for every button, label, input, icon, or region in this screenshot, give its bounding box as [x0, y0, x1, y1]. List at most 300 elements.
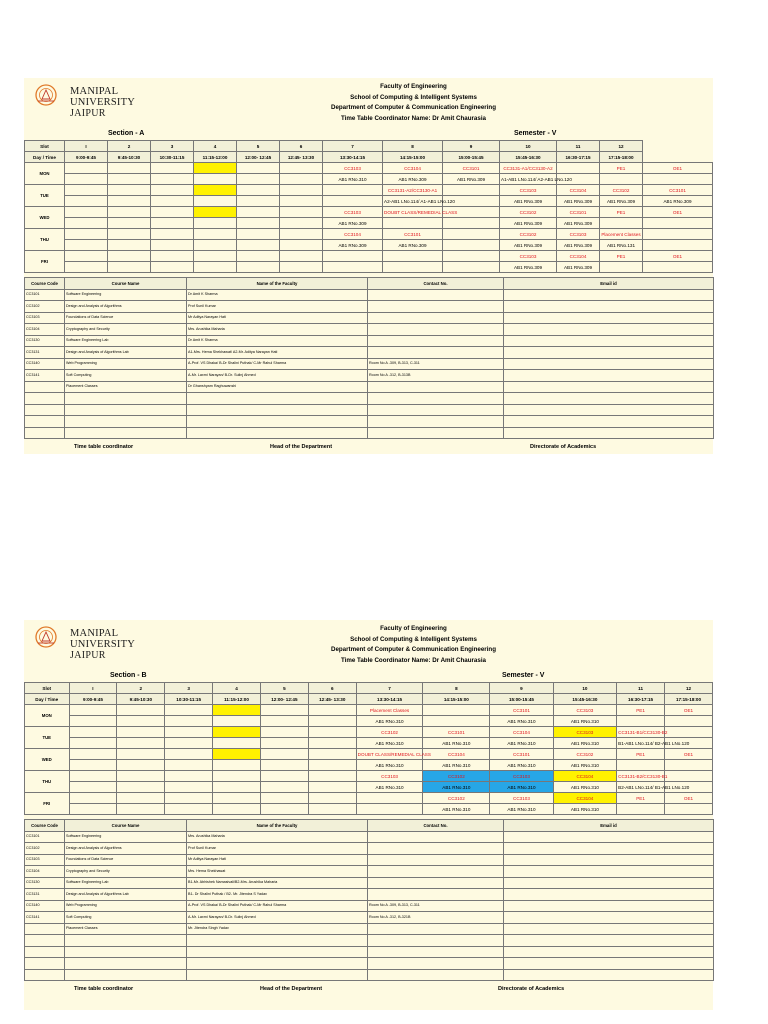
course-cell: A-Mr. Laxmi Narayan/ B-Dr. Sulinj Ahmed: [187, 912, 368, 924]
signature-label: Directorate of Academics: [530, 444, 597, 450]
schedule-cell: [665, 804, 713, 815]
course-cell: [25, 381, 65, 393]
course-cell: Design and Analysis of Algorithms Lab: [65, 347, 187, 359]
schedule-cell: AB1 RNo.310: [490, 782, 553, 793]
schedule-cell: [194, 262, 237, 273]
course-row: [25, 877, 714, 889]
time-slot: 9:45-10:30: [117, 694, 165, 705]
course-cell: [187, 416, 368, 428]
course-row: [25, 866, 714, 878]
schedule-cell: [308, 782, 356, 793]
schedule-cell: Placement Classes: [600, 229, 643, 240]
schedule-cell: [151, 218, 194, 229]
schedule-cell: [65, 229, 108, 240]
course-row: [25, 427, 714, 439]
schedule-cell: [260, 771, 308, 782]
schedule-cell: [108, 185, 151, 196]
schedule-cell: CC3102: [356, 727, 423, 738]
schedule-cell: [213, 771, 261, 782]
schedule-cell: [600, 262, 643, 273]
schedule-row: [25, 185, 713, 196]
schedule-cell: AB1 RNo.310: [553, 804, 616, 815]
schedule-cell: [213, 804, 261, 815]
schedule-cell: [165, 716, 213, 727]
schedule-row: [25, 218, 713, 229]
schedule-cell: [237, 262, 280, 273]
course-cell: [25, 393, 65, 405]
schedule-cell: [194, 218, 237, 229]
schedule-cell: CC3102: [500, 207, 557, 218]
schedule-cell: [69, 804, 117, 815]
schedule-cell: CC3104: [557, 251, 600, 262]
course-column-header: Name of the Faculty: [187, 820, 368, 832]
semester-label: Semester - V: [502, 672, 545, 679]
schedule-cell: [600, 218, 643, 229]
schedule-cell: OE1: [665, 749, 713, 760]
title-line: School of Computing & Intelligent Systems: [350, 93, 477, 101]
schedule-cell: [165, 804, 213, 815]
schedule-cell: [617, 716, 665, 727]
course-cell: CC3103: [25, 312, 65, 324]
schedule-cell: AB1 RNo.310: [553, 716, 616, 727]
schedule-row: [25, 207, 713, 218]
course-cell: [368, 416, 504, 428]
university-city: JAIPUR: [70, 108, 106, 119]
schedule-cell: AB1 RNo.309: [600, 196, 643, 207]
schedule-cell: [383, 251, 443, 262]
course-row: [25, 404, 714, 416]
schedule-cell: [65, 240, 108, 251]
schedule-row: [25, 240, 713, 251]
schedule-cell: [165, 760, 213, 771]
time-slot: 15:00-15:45: [490, 694, 553, 705]
schedule-cell: CC3104: [383, 163, 443, 174]
schedule-cell: [165, 727, 213, 738]
schedule-cell: AB1 RNo.309: [500, 218, 557, 229]
schedule-cell: CC3101: [383, 229, 443, 240]
schedule-cell: AB1 RNo.310: [356, 716, 423, 727]
schedule-cell: [600, 174, 643, 185]
course-column-header: Email id: [504, 278, 714, 290]
slot-row: [25, 683, 713, 694]
course-cell: [65, 958, 187, 970]
schedule-cell: [237, 174, 280, 185]
schedule-cell: AB1 RNo.309: [557, 262, 600, 273]
schedule-cell: [260, 782, 308, 793]
schedule-cell: AB1 RNo.309: [323, 218, 383, 229]
time-slot: 9:45-10:30: [108, 152, 151, 163]
schedule-cell: [308, 760, 356, 771]
university-name: MANIPAL UNIVERSITY: [70, 86, 135, 108]
schedule-cell: [260, 705, 308, 716]
schedule-cell: CC3102: [553, 749, 616, 760]
course-row: [25, 923, 714, 935]
schedule-cell: [69, 716, 117, 727]
course-cell: [504, 900, 714, 912]
schedule-cell: [69, 727, 117, 738]
course-cell: Software Engineering Lab: [65, 877, 187, 889]
course-cell: [368, 843, 504, 855]
schedule-cell: [117, 738, 165, 749]
course-cell: [504, 877, 714, 889]
time-slot: 13:30-14:15: [356, 694, 423, 705]
signature-row: [24, 981, 713, 997]
time-slot: 12:45- 13:30: [308, 694, 356, 705]
schedule-cell: AB1 RNo.309: [500, 262, 557, 273]
schedule-cell: CC3102: [423, 771, 490, 782]
schedule-cell: [308, 738, 356, 749]
schedule-cell: CC3103: [500, 251, 557, 262]
course-cell: [504, 912, 714, 924]
schedule-cell: [356, 804, 423, 815]
schedule-cell: CC3103: [500, 185, 557, 196]
schedule-cell: CC3101: [557, 207, 600, 218]
schedule-cell: [557, 163, 600, 174]
schedule-cell: [65, 251, 108, 262]
course-cell: Foundations of Data Science: [65, 312, 187, 324]
course-cell: [504, 335, 714, 347]
course-cell: Design and Analysis of Algorithms: [65, 843, 187, 855]
day-label: TUE: [25, 185, 65, 207]
course-cell: [368, 877, 504, 889]
course-cell: [504, 427, 714, 439]
slot-number: 6: [308, 683, 356, 694]
slot-number: 6: [280, 141, 323, 152]
schedule-cell: OE1: [665, 705, 713, 716]
schedule-row: [25, 749, 713, 760]
course-cell: CC3141: [25, 370, 65, 382]
slot-number: 5: [237, 141, 280, 152]
schedule-cell: [280, 240, 323, 251]
schedule-cell: CC3131-A1/CC3130-A2: [500, 163, 557, 174]
course-cell: [504, 347, 714, 359]
course-cell: CC3101: [25, 289, 65, 301]
slot-number: 7: [356, 683, 423, 694]
schedule-cell: AB1 RNo.309: [383, 240, 443, 251]
schedule-row: [25, 163, 713, 174]
course-cell: [504, 854, 714, 866]
schedule-cell: [69, 793, 117, 804]
course-cell: Soft Computing: [65, 912, 187, 924]
title-line: Department of Computer & Communication Engineering: [330, 646, 496, 653]
schedule-cell: B2-AB1 LNo.114/ B1-AB1 LNo.120: [617, 782, 665, 793]
course-cell: Software Engineering Lab: [65, 335, 187, 347]
schedule-cell: OE1: [643, 207, 713, 218]
course-cell: [368, 427, 504, 439]
course-row: [25, 335, 714, 347]
schedule-cell: CC3103: [323, 163, 383, 174]
schedule-cell: [213, 782, 261, 793]
course-cell: [504, 416, 714, 428]
schedule-cell: AB1 RNo.310: [553, 782, 616, 793]
time-slot: 13:30-14:15: [323, 152, 383, 163]
course-cell: [504, 831, 714, 843]
schedule-cell: PE1: [600, 251, 643, 262]
course-cell: Mrs. Arushika Maharia: [187, 831, 368, 843]
university-seal-icon: [33, 82, 59, 108]
schedule-cell: [443, 262, 500, 273]
slot-number: 4: [194, 141, 237, 152]
schedule-cell: CC3103: [323, 207, 383, 218]
course-cell: [65, 946, 187, 958]
course-cell: [368, 969, 504, 981]
schedule-cell: [280, 229, 323, 240]
course-column-header: Email id: [504, 820, 714, 832]
slot-number: 5: [260, 683, 308, 694]
schedule-row: [25, 229, 713, 240]
course-cell: A-Prof. VS Dhaka/ B-Dr Shalini Puthak/ C-Mr Rahul Sharma: [187, 900, 368, 912]
signature-label: Time table coordinator: [74, 986, 134, 992]
course-table: [24, 277, 714, 439]
schedule-cell: [643, 174, 713, 185]
schedule-cell: OE1: [665, 793, 713, 804]
course-row: [25, 854, 714, 866]
time-slot: 16:30-17:15: [557, 152, 600, 163]
schedule-cell: [117, 716, 165, 727]
signature-label: Head of the Department: [270, 444, 333, 450]
day-label: WED: [25, 749, 70, 771]
schedule-cell: AB1 RNo.309: [557, 218, 600, 229]
schedule-cell: [108, 251, 151, 262]
course-cell: [368, 393, 504, 405]
schedule-cell: [617, 760, 665, 771]
slot-number: 9: [443, 141, 500, 152]
time-slot: 12:00- 12:45: [237, 152, 280, 163]
schedule-cell: [117, 804, 165, 815]
schedule-cell: AB1 RNo.309: [643, 196, 713, 207]
schedule-cell: CC3103: [553, 727, 616, 738]
course-row: [25, 946, 714, 958]
schedule-cell: [117, 771, 165, 782]
course-cell: [25, 958, 65, 970]
time-slot: 15:45-16:30: [500, 152, 557, 163]
course-cell: [368, 889, 504, 901]
schedule-cell: CC3131-A2/CC3130-A1: [383, 185, 443, 196]
course-cell: Placement Classes: [65, 923, 187, 935]
schedule-cell: AB1 RNo.309: [557, 196, 600, 207]
course-cell: Foundations of Data Science: [65, 854, 187, 866]
course-row: [25, 831, 714, 843]
schedule-cell: AB1 RNo.309: [500, 196, 557, 207]
schedule-cell: [151, 251, 194, 262]
slot-number: 2: [117, 683, 165, 694]
schedule-cell: CC3103: [553, 705, 616, 716]
course-cell: Mr Aditya Narayan Hati: [187, 854, 368, 866]
schedule-cell: PE1: [600, 163, 643, 174]
course-cell: [504, 404, 714, 416]
course-cell: Room No A -309, B-313, C-311: [368, 358, 504, 370]
slot-number: 2: [108, 141, 151, 152]
course-column-header: Course Code: [25, 278, 65, 290]
schedule-cell: [151, 163, 194, 174]
schedule-cell: [383, 262, 443, 273]
course-cell: [368, 347, 504, 359]
schedule-cell: OE1: [643, 163, 713, 174]
schedule-cell: AB1 RNo.310: [553, 738, 616, 749]
course-cell: Placement Classes: [65, 381, 187, 393]
schedule-row: [25, 738, 713, 749]
course-row: [25, 889, 714, 901]
schedule-cell: CC3101: [643, 185, 713, 196]
schedule-cell: AB1 RNo.310: [356, 782, 423, 793]
time-slot: 14:15-15:00: [383, 152, 443, 163]
schedule-cell: A1-AB1 LNo.114/ A2-AB1 LNo.120: [500, 174, 557, 185]
schedule-cell: [308, 727, 356, 738]
course-cell: Dr Amit K Sharma: [187, 335, 368, 347]
course-cell: [504, 866, 714, 878]
timetable-grid: [24, 682, 713, 815]
schedule-cell: [213, 793, 261, 804]
schedule-cell: [308, 749, 356, 760]
section-label: Section - B: [110, 672, 147, 679]
course-cell: Cryptography and Security: [65, 324, 187, 336]
course-cell: [504, 958, 714, 970]
schedule-cell: [194, 207, 237, 218]
slot-number: I: [69, 683, 117, 694]
course-cell: [187, 393, 368, 405]
time-slot: 12:45- 13:30: [280, 152, 323, 163]
slot-label: Slot: [25, 683, 70, 694]
schedule-cell: PE1: [600, 207, 643, 218]
slot-number: 11: [617, 683, 665, 694]
course-cell: CC3104: [25, 324, 65, 336]
schedule-cell: [194, 229, 237, 240]
day-label: THU: [25, 229, 65, 251]
schedule-cell: AB1 RNo.310: [490, 716, 553, 727]
course-cell: Mr. Jitendra Singh Yadav: [187, 923, 368, 935]
schedule-cell: [117, 760, 165, 771]
section-bar: [24, 670, 713, 682]
time-slot: 15:00-15:45: [443, 152, 500, 163]
schedule-cell: CC3104: [553, 793, 616, 804]
time-slot: 15:45-16:30: [553, 694, 616, 705]
course-cell: Web Programming: [65, 358, 187, 370]
schedule-cell: [117, 782, 165, 793]
schedule-cell: [151, 196, 194, 207]
schedule-cell: [117, 793, 165, 804]
schedule-cell: [165, 793, 213, 804]
slot-number: 4: [213, 683, 261, 694]
slot-number: 10: [553, 683, 616, 694]
schedule-cell: [213, 760, 261, 771]
course-cell: [25, 427, 65, 439]
schedule-cell: [383, 218, 443, 229]
schedule-cell: [213, 727, 261, 738]
schedule-cell: [443, 185, 500, 196]
slot-number: 10: [500, 141, 557, 152]
course-row: [25, 324, 714, 336]
course-row: [25, 289, 714, 301]
course-cell: CC3140: [25, 900, 65, 912]
time-slot: 11:15-12:00: [213, 694, 261, 705]
course-cell: [65, 393, 187, 405]
schedule-cell: [117, 727, 165, 738]
schedule-cell: [194, 251, 237, 262]
course-cell: Design and Analysis of Algorithms Lab: [65, 889, 187, 901]
schedule-cell: [665, 771, 713, 782]
schedule-cell: [108, 240, 151, 251]
schedule-cell: CC3104: [557, 185, 600, 196]
schedule-cell: AB1 RNo.310: [490, 760, 553, 771]
schedule-cell: [117, 749, 165, 760]
schedule-cell: [280, 251, 323, 262]
slot-row: [25, 141, 713, 152]
course-row: [25, 416, 714, 428]
schedule-row: [25, 251, 713, 262]
schedule-cell: [165, 771, 213, 782]
course-cell: B1-Mr. Abhishek Namasivali/B2-Mrs. Arushika Maharia: [187, 877, 368, 889]
schedule-cell: CC3103: [490, 793, 553, 804]
course-cell: [65, 427, 187, 439]
time-slot: 9:00-9:45: [65, 152, 108, 163]
schedule-cell: [323, 185, 383, 196]
day-time-label: Day / Time: [25, 694, 70, 705]
schedule-cell: A2-AB1 LNo.114/ A1-AB1 LNo.120: [383, 196, 443, 207]
schedule-cell: CC3101: [490, 705, 553, 716]
schedule-cell: [213, 705, 261, 716]
schedule-cell: [165, 749, 213, 760]
title-line: School of Computing & Intelligent Systems: [350, 635, 477, 643]
schedule-cell: [260, 749, 308, 760]
course-cell: [504, 946, 714, 958]
course-cell: CC3130: [25, 877, 65, 889]
slot-number: 9: [490, 683, 553, 694]
university-logo: [33, 624, 173, 661]
schedule-cell: [69, 705, 117, 716]
schedule-cell: [108, 163, 151, 174]
course-cell: Room No A -309, B-313, C-311: [368, 900, 504, 912]
schedule-cell: [65, 174, 108, 185]
course-header-row: [25, 278, 714, 290]
course-cell: [368, 301, 504, 313]
schedule-cell: [356, 793, 423, 804]
course-cell: Prof Sunil Kumar: [187, 843, 368, 855]
semester-label: Semester - V: [514, 130, 557, 137]
timetable-grid: [24, 140, 713, 273]
schedule-cell: [213, 738, 261, 749]
course-cell: A-Prof. VS Dhaka/ B-Dr Shalini Puthak/ C-Mr Rahul Sharma: [187, 358, 368, 370]
time-row: [25, 694, 713, 705]
course-cell: Web Programming: [65, 900, 187, 912]
schedule-cell: PE1: [617, 705, 665, 716]
course-row: [25, 843, 714, 855]
course-row: [25, 958, 714, 970]
course-cell: Prof Sunil Kumar: [187, 301, 368, 313]
schedule-row: [25, 727, 713, 738]
course-row: [25, 347, 714, 359]
schedule-row: [25, 174, 713, 185]
course-cell: CC3102: [25, 843, 65, 855]
schedule-cell: AB1 RNo.310: [356, 760, 423, 771]
title-line: Time Table Coordinator Name: Dr Amit Chaurasia: [341, 114, 486, 122]
course-row: [25, 301, 714, 313]
course-cell: Design and Analysis of Algorithms: [65, 301, 187, 313]
course-cell: [368, 831, 504, 843]
course-column-header: Name of the Faculty: [187, 278, 368, 290]
day-label: MON: [25, 163, 65, 185]
schedule-row: [25, 262, 713, 273]
course-cell: [187, 969, 368, 981]
schedule-cell: [151, 207, 194, 218]
schedule-row: [25, 716, 713, 727]
schedule-row: [25, 196, 713, 207]
schedule-cell: [69, 738, 117, 749]
course-cell: CC3102: [25, 301, 65, 313]
schedule-cell: [65, 218, 108, 229]
schedule-cell: CC3101: [490, 749, 553, 760]
course-header-row: [25, 820, 714, 832]
schedule-cell: [308, 771, 356, 782]
